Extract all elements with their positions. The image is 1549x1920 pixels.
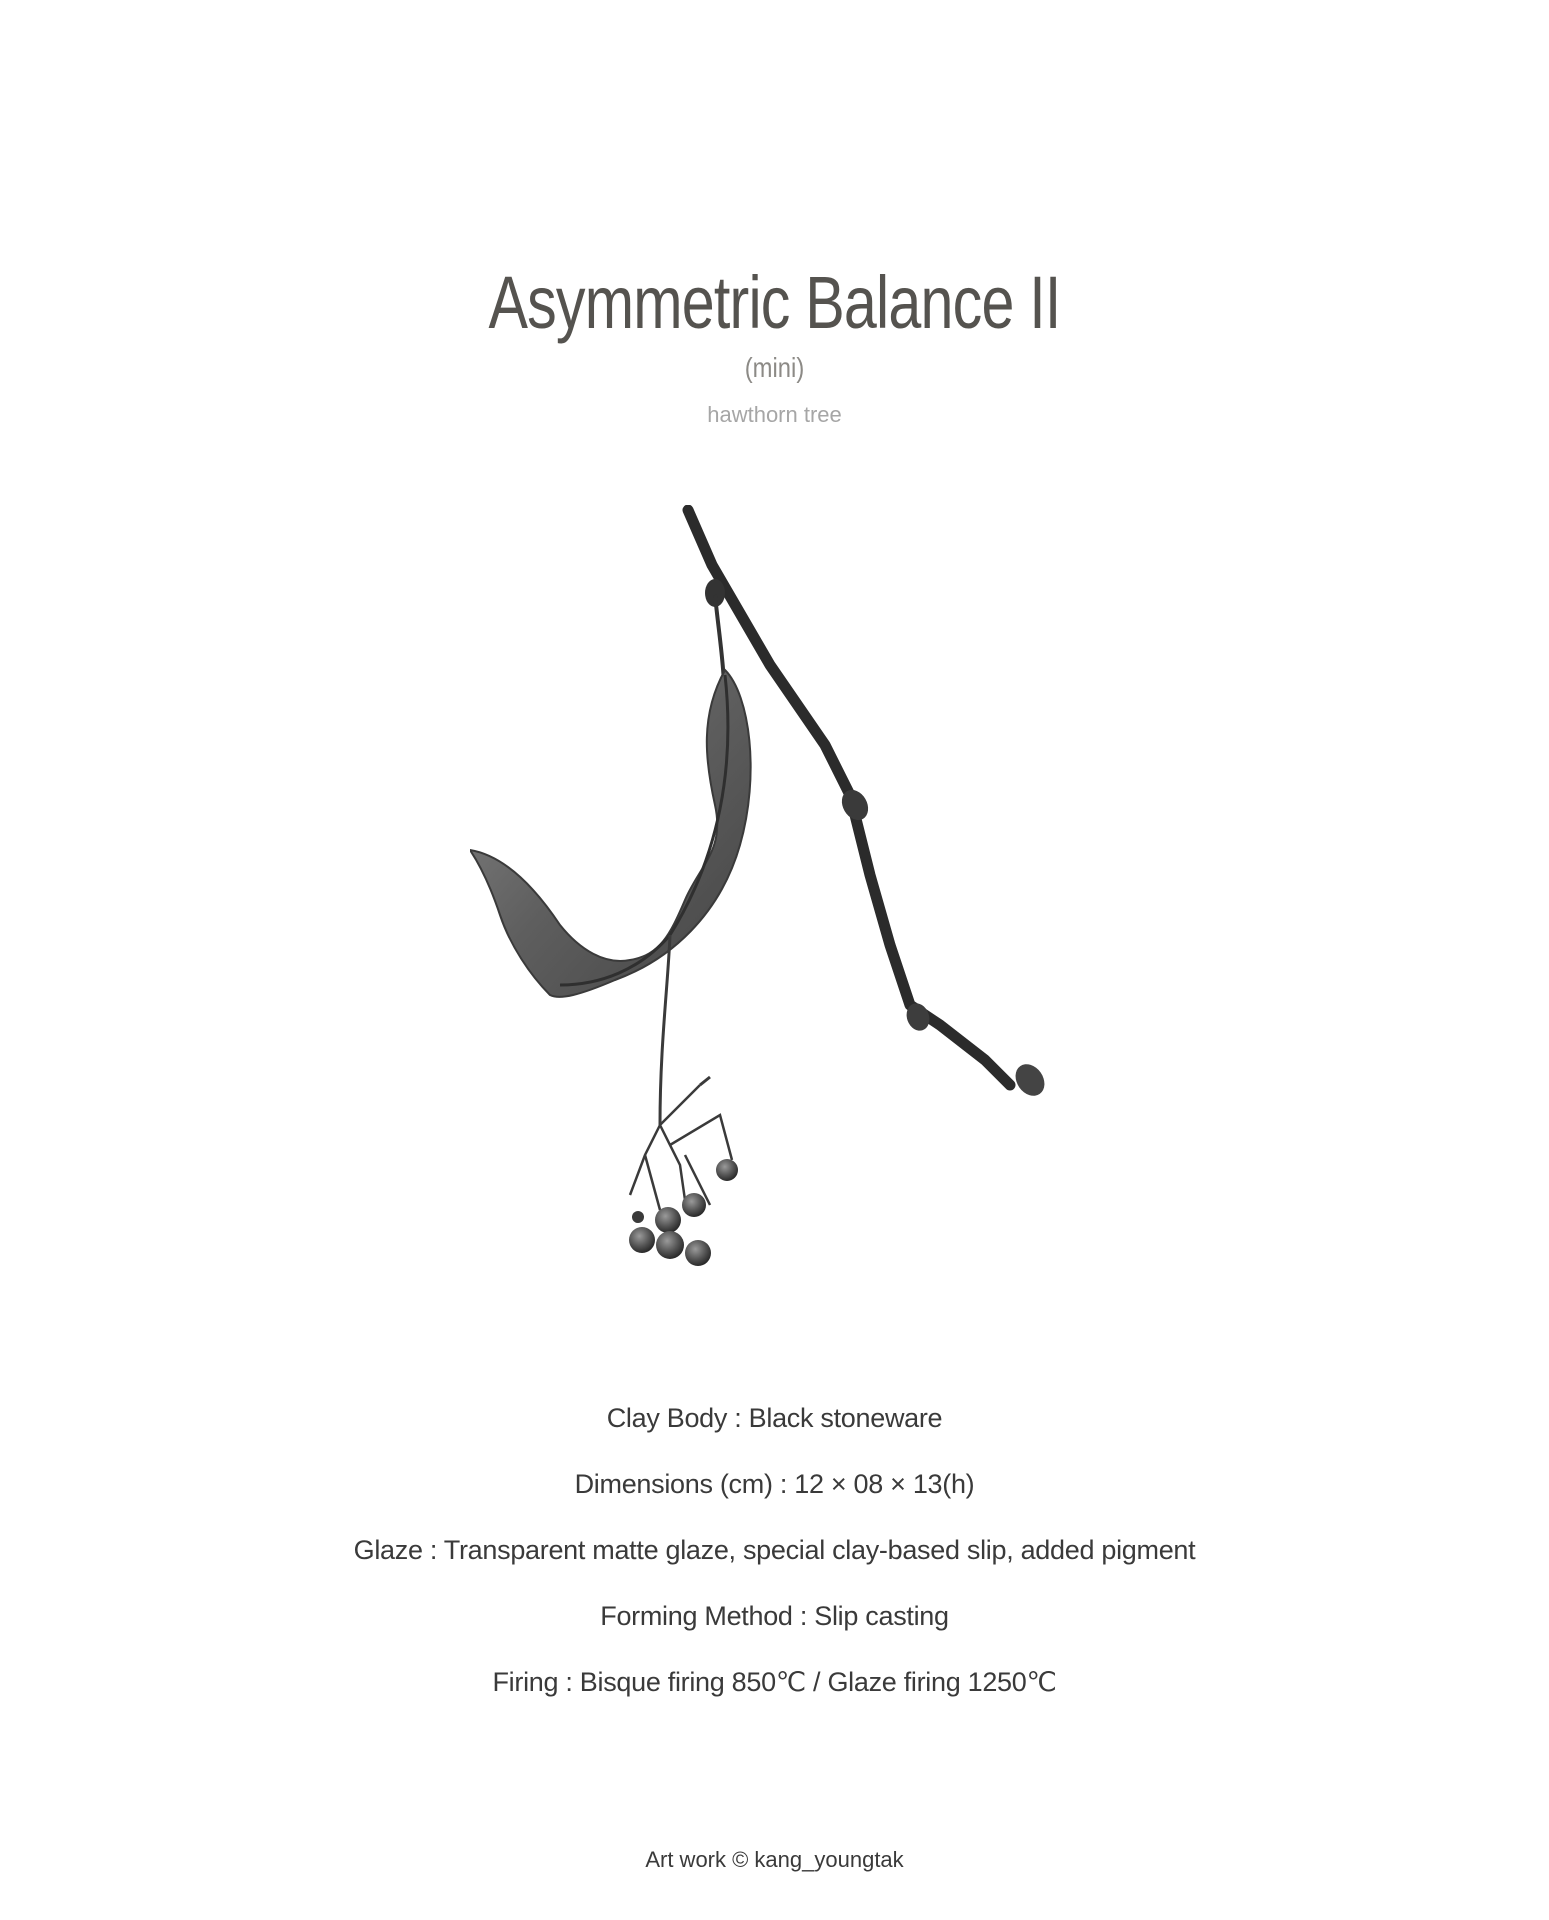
spec-firing: Firing : Bisque firing 850℃ / Glaze firing 1250℃ (492, 1667, 1057, 1697)
specifications (0, 1385, 1549, 1715)
berry (629, 1227, 655, 1253)
berry (682, 1193, 706, 1217)
spec-forming-method: Forming Method : Slip casting (600, 1601, 949, 1631)
berry (716, 1159, 738, 1181)
berry (685, 1240, 711, 1266)
fruit-stalk (660, 935, 670, 1125)
artwork-title: Asymmetric Balance II (488, 261, 1061, 344)
spec-clay-body: Clay Body : Black stoneware (606, 1403, 943, 1433)
bud (1010, 1059, 1051, 1102)
spec-dimensions: Dimensions (cm) : 12 × 08 × 13(h) (574, 1469, 975, 1499)
berry (656, 1231, 684, 1259)
artwork-credit: Art work © kang_youngtak (645, 1847, 904, 1872)
spec-glaze: Glaze : Transparent matte glaze, special clay-based slip, added pigment (353, 1535, 1196, 1565)
hawthorn-branch-artwork (470, 505, 1070, 1315)
artwork-subtitle: (mini) (744, 352, 805, 383)
leaf (470, 670, 751, 997)
species-label: hawthorn tree (707, 402, 842, 427)
berry (632, 1211, 644, 1223)
berry (655, 1207, 681, 1233)
header (0, 258, 1549, 430)
